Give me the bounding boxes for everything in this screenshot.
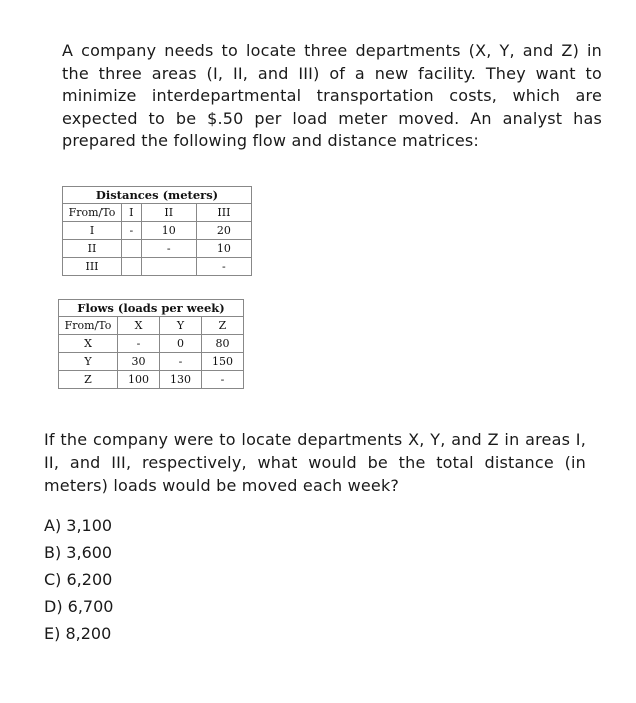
header-cell: X [118, 317, 160, 335]
row-label-cell: Y [59, 353, 118, 371]
value-cell: - [118, 335, 160, 353]
header-cell: Z [201, 317, 243, 335]
value-cell: - [141, 240, 196, 258]
value-cell: 10 [141, 222, 196, 240]
problem-intro: A company needs to locate three departments (X, Y, and Z) in the three areas (I, II, and III) of a new facility. They want to minimize interdepartmental transportation costs, which are expected to be $.50 per load meter moved. An analyst has prepared the following flow and distance matrices: [62, 41, 602, 150]
table-row [59, 371, 244, 389]
distance-matrix-table [62, 186, 252, 276]
row-label-cell: II [63, 240, 122, 258]
value-cell: 30 [118, 353, 160, 371]
header-cell: III [196, 204, 251, 222]
value-cell: - [201, 371, 243, 389]
question-text: If the company were to locate departments X, Y, and Z in areas I, II, and III, respectively, what would be the total distance (in meters) loads would be moved each week? [44, 430, 586, 495]
value-cell: 20 [196, 222, 251, 240]
value-cell [141, 258, 196, 276]
value-cell: - [159, 353, 201, 371]
answer-choice: A) 3,100 [44, 516, 113, 535]
answer-choices [44, 512, 113, 647]
header-cell: Y [159, 317, 201, 335]
row-label-cell: III [63, 258, 122, 276]
header-cell: II [141, 204, 196, 222]
row-label-cell: X [59, 335, 118, 353]
value-cell: 150 [201, 353, 243, 371]
header-cell: From/To [59, 317, 118, 335]
table-header-row [59, 317, 244, 335]
table-row [59, 353, 244, 371]
value-cell: 100 [118, 371, 160, 389]
table-row [63, 222, 252, 240]
row-label-cell: I [63, 222, 122, 240]
header-cell: From/To [63, 204, 122, 222]
table-row [63, 258, 252, 276]
table-header-row [63, 204, 252, 222]
value-cell [122, 258, 142, 276]
row-label-cell: Z [59, 371, 118, 389]
flow-table-caption: Flows (loads per week) [59, 300, 244, 317]
answer-choice: B) 3,600 [44, 543, 113, 562]
value-cell: 0 [159, 335, 201, 353]
value-cell: 80 [201, 335, 243, 353]
header-cell: I [122, 204, 142, 222]
value-cell [122, 240, 142, 258]
answer-choice: E) 8,200 [44, 624, 112, 643]
table-row [59, 335, 244, 353]
distance-table-caption: Distances (meters) [63, 187, 252, 204]
value-cell: - [196, 258, 251, 276]
value-cell: 10 [196, 240, 251, 258]
flow-matrix-table [58, 299, 244, 389]
table-row [63, 240, 252, 258]
answer-choice: D) 6,700 [44, 597, 114, 616]
value-cell: - [122, 222, 142, 240]
value-cell: 130 [159, 371, 201, 389]
answer-choice: C) 6,200 [44, 570, 113, 589]
